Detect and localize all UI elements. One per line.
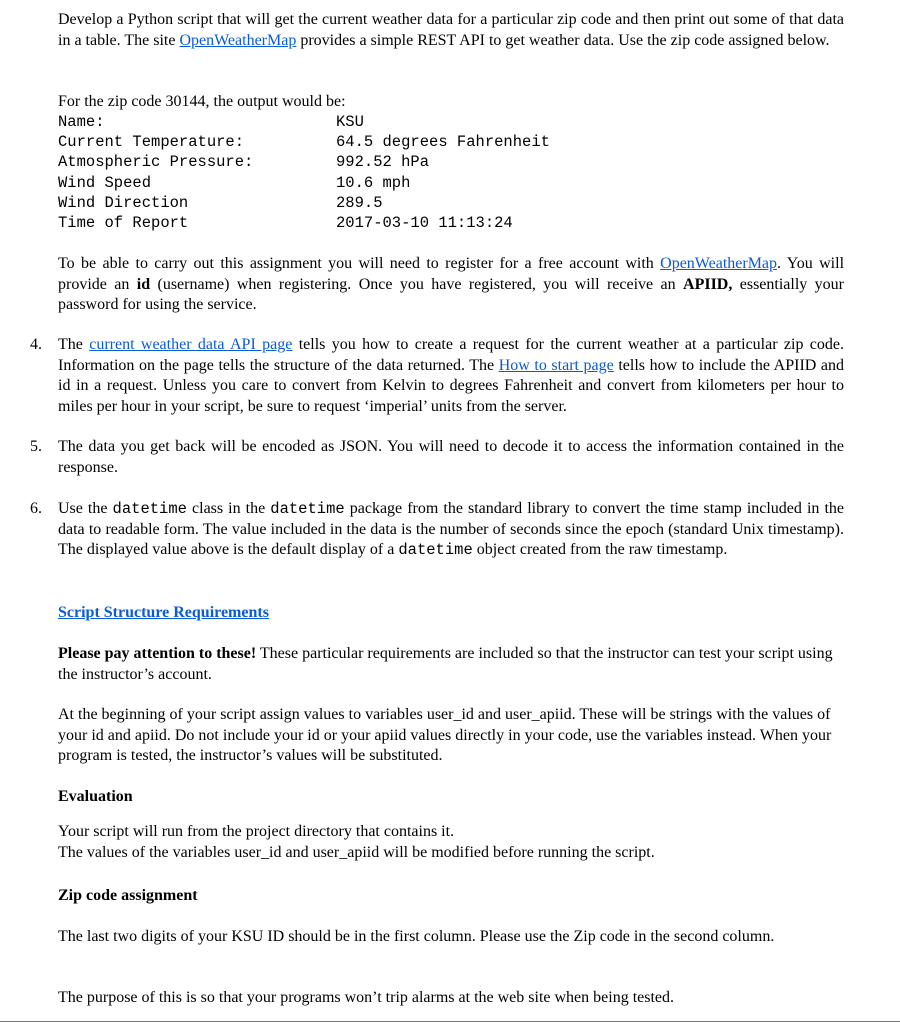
current-weather-api-link[interactable]: current weather data API page xyxy=(89,336,293,353)
item-5-number: 5. xyxy=(30,438,42,455)
id-term: id xyxy=(136,275,151,293)
output-row xyxy=(58,174,550,194)
output-label: Wind Direction xyxy=(58,193,189,212)
openweathermap-link[interactable]: OpenWeatherMap xyxy=(179,31,297,49)
register-text: To be able to carry out this assignment you will need to register for a free account with xyxy=(58,255,661,272)
example-output-table xyxy=(58,113,550,234)
output-value: KSU xyxy=(336,113,364,131)
evaluation-line-2: The values of the variables user_id and user_apiid will be modified before running the script. xyxy=(58,844,655,861)
item-4-paragraph xyxy=(58,335,844,417)
item-6-text: Use the xyxy=(58,500,113,517)
variables-paragraph: At the beginning of your script assign values to variables user_id and user_apiid. These will be strings with the values of your id and apiid. Do not include your id or your apiid values directly in your code, use the variables instead. When your program is tested, the instructor’s values will be substituted. xyxy=(58,706,832,764)
script-structure-heading-link[interactable]: Script Structure Requirements xyxy=(58,604,269,621)
apiid-term: APIID, xyxy=(683,275,733,293)
output-row xyxy=(58,194,550,214)
item-4-text: The xyxy=(58,336,90,353)
output-label: Atmospheric Pressure: xyxy=(58,153,254,172)
output-value: 10.6 mph xyxy=(336,173,411,192)
output-row xyxy=(58,113,550,133)
output-value: 64.5 degrees Fahrenheit xyxy=(336,133,550,152)
attention-bold: Please pay attention to these! xyxy=(58,645,257,662)
output-value: 992.52 hPa xyxy=(336,153,430,172)
intro-paragraph xyxy=(58,10,844,51)
item-4-text-3: tells how to include the APIID and id in a request. Unless you care to convert from Kelvin to degrees Fahrenheit and convert from kilometers per hour to miles per hour in your script, be sure to request ‘imperial’ units from the server. xyxy=(58,356,844,415)
attention-paragraph xyxy=(58,644,844,685)
output-value: 2017-03-10 11:13:24 xyxy=(336,213,513,232)
openweathermap-register-link[interactable]: OpenWeatherMap xyxy=(660,255,778,272)
item-6-number: 6. xyxy=(30,500,42,517)
output-row xyxy=(58,133,550,153)
datetime-code: datetime xyxy=(270,500,345,518)
register-text-4: essentially your password for using the service. xyxy=(58,275,845,313)
evaluation-heading: Evaluation xyxy=(58,788,133,805)
example-lead: For the zip code 30144, the output would be: xyxy=(58,93,346,110)
script-structure-heading[interactable] xyxy=(58,603,844,624)
datetime-code: datetime xyxy=(112,500,187,518)
register-text-3: (username) when registering. Once you have registered, you will receive an xyxy=(150,275,684,293)
item-4-number: 4. xyxy=(30,336,42,353)
item-6-text-4: object created from the raw timestamp. xyxy=(472,541,728,558)
item-6-text-2: class in the xyxy=(186,500,271,517)
how-to-start-link[interactable]: How to start page xyxy=(498,356,614,374)
item-5-paragraph: The data you get back will be encoded as JSON. You will need to decode it to access the information contained in the response. xyxy=(58,438,844,476)
output-label: Name: xyxy=(58,113,105,131)
register-paragraph xyxy=(58,254,844,316)
evaluation-line-1: Your script will run from the project directory that contains it. xyxy=(58,823,455,840)
output-row xyxy=(58,153,550,173)
item-6-paragraph xyxy=(58,499,844,561)
output-label: Time of Report xyxy=(58,213,189,232)
register-text-2: . You will provide an xyxy=(58,255,845,293)
zip-paragraph-1: The last two digits of your KSU ID should be in the first column. Please use the Zip code in the second column. xyxy=(58,928,775,945)
bottom-divider xyxy=(0,1021,900,1022)
item-6-text-3: package from the standard library to convert the time stamp included in the data to readable form. The value included in the data is the number of seconds since the epoch (standard Unix timestamp). The displayed value above is the default display of a xyxy=(58,500,845,558)
datetime-code: datetime xyxy=(398,541,473,559)
item-4-text-2: tells you how to create a request for the current weather at a particular zip code. Information on the page tells the structure of the data returned. The xyxy=(58,336,845,374)
intro-text: Develop a Python script that will get the current weather data for a particular zip code and then print out some of that data in a table. The site xyxy=(58,11,844,49)
attention-text: These particular requirements are included so that the instructor can test your script using the instructor’s account. xyxy=(58,645,833,683)
output-label: Current Temperature: xyxy=(58,133,245,152)
output-value: 289.5 xyxy=(336,193,383,212)
zip-paragraph-2: The purpose of this is so that your programs won’t trip alarms at the web site when being tested. xyxy=(58,989,675,1006)
output-row xyxy=(58,214,550,234)
intro-text-end: provides a simple REST API to get weather data. Use the zip code assigned below. xyxy=(296,31,830,49)
output-label: Wind Speed xyxy=(58,173,152,192)
zip-heading: Zip code assignment xyxy=(58,887,198,904)
